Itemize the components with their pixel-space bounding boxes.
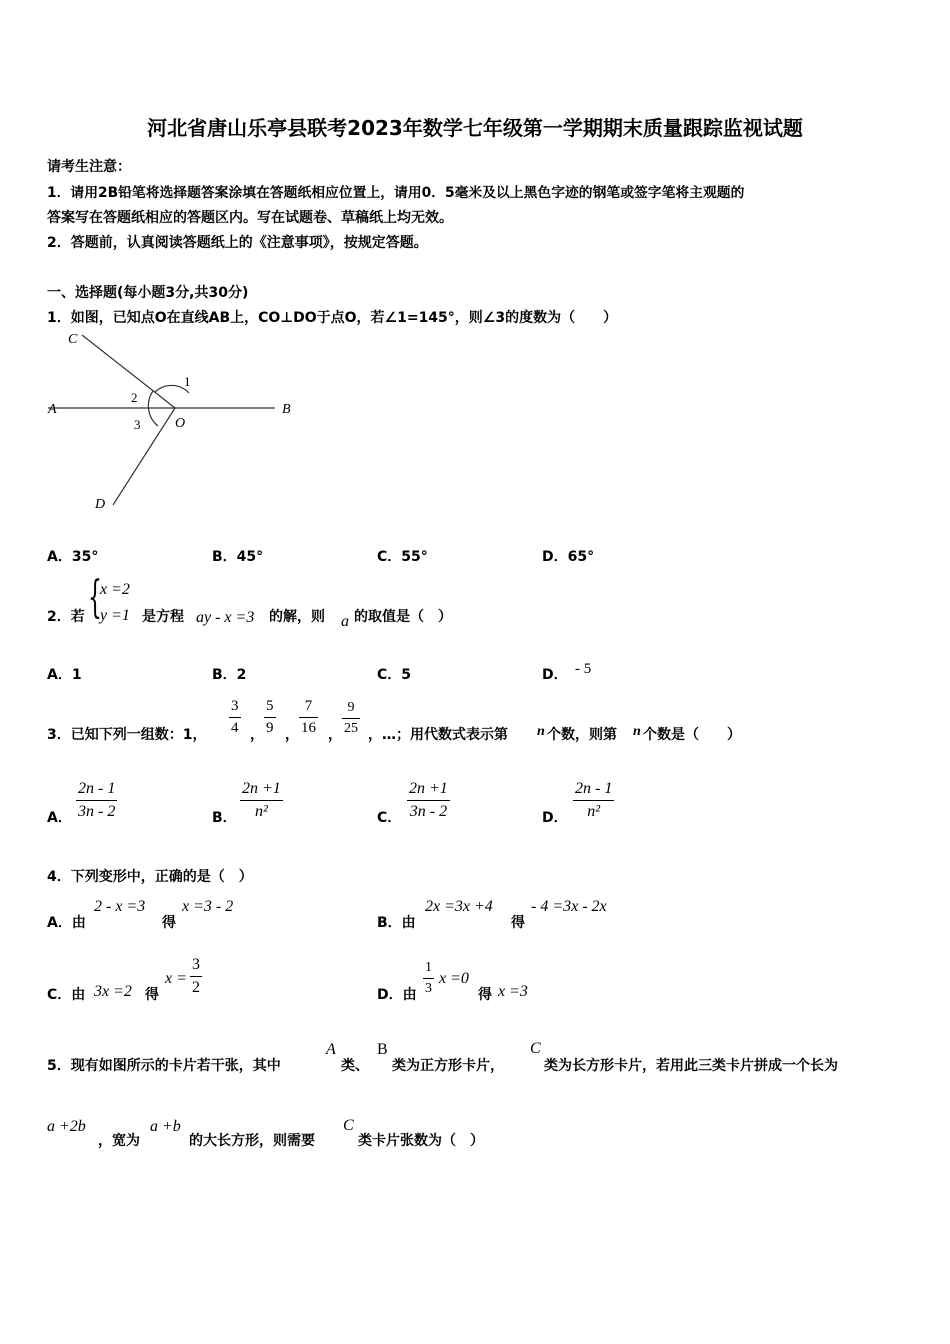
- notice-line-1a: 1．请用2B铅笔将选择题答案涂填在答题纸相应位置上，请用0．5毫米及以上黑色字迹的钢笔或签字笔将主观题的: [47, 185, 745, 201]
- question-5-width: a +b: [150, 1118, 181, 1135]
- notice-heading: 请考生注意：: [47, 159, 131, 175]
- question-2-mid-1: 是方程: [142, 609, 184, 625]
- question-4-option-c-to: x =: [165, 970, 187, 987]
- notice-line-1b: 答案写在答题纸相应的答题区内。写在试题卷、草稿纸上均无效。: [47, 210, 453, 226]
- question-2-option-c: C．5: [377, 667, 412, 683]
- system-brace: {: [88, 572, 102, 623]
- question-1-option-c: C．55°: [377, 549, 428, 565]
- label-d: D: [95, 497, 106, 512]
- sequence-fraction-3: 7 16: [301, 698, 316, 736]
- question-4-option-b-to: - 4 =3x - 2x: [531, 898, 607, 915]
- label-b: B: [282, 402, 291, 417]
- question-4-option-c-fraction: 3 2: [192, 956, 200, 996]
- ray-oc: [82, 335, 175, 408]
- question-4-option-a-label: A．由: [47, 915, 86, 931]
- question-4-option-a-from: 2 - x =3: [94, 898, 146, 915]
- question-2-option-d-value: - 5: [575, 661, 592, 677]
- label-angle-1: 1: [184, 374, 191, 389]
- question-1-option-d: D．65°: [542, 549, 595, 565]
- question-3-suffix: ，…；用代数式表示第: [368, 727, 508, 743]
- question-4-option-d-label: D．由: [377, 987, 417, 1003]
- page-title: 河北省唐山乐亭县联考2023年数学七年级第一学期期末质量跟踪监视试题: [147, 116, 803, 140]
- label-c: C: [68, 332, 78, 347]
- question-2-suffix: 的取值是（ ）: [354, 609, 452, 625]
- question-2-option-a: A．1: [47, 667, 82, 683]
- question-4-option-d-to: x =3: [498, 983, 528, 1000]
- section-heading: 一、选择题(每小题3分,共30分): [47, 285, 249, 301]
- notice-line-2: 2．答题前，认真阅读答题纸上的《注意事项》，按规定答题。: [47, 235, 428, 251]
- question-4-stem: 4．下列变形中，正确的是（ ）: [47, 869, 253, 885]
- question-3-option-a-label: A．: [47, 810, 72, 826]
- question-2-equation: ay - x =3: [196, 609, 255, 626]
- question-3-prefix: 3．已知下列一组数：1，: [47, 727, 207, 743]
- question-3-option-a: 2n - 1 3n - 2: [78, 780, 116, 820]
- question-3-option-d-label: D．: [542, 810, 568, 826]
- question-4-option-d-fraction: 1 3: [425, 960, 432, 996]
- question-3-option-c-label: C．: [377, 810, 402, 826]
- question-2-option-b: B．2: [212, 667, 247, 683]
- question-2-mid-2: 的解，则: [269, 609, 325, 625]
- label-o: O: [175, 416, 186, 431]
- question-1-option-a: A．35°: [47, 549, 99, 565]
- question-4-option-b-from: 2x =3x +4: [425, 898, 493, 915]
- question-3-option-d: 2n - 1 n²: [575, 780, 613, 820]
- sequence-fraction-2: 5 9: [266, 698, 274, 736]
- question-4-option-a-to: x =3 - 2: [182, 898, 234, 915]
- question-2-prefix: 2．若: [47, 609, 85, 625]
- question-1-figure: [40, 325, 310, 520]
- label-angle-2: 2: [131, 390, 138, 405]
- ray-od: [113, 408, 175, 505]
- question-4-option-c-from: 3x =2: [94, 983, 132, 1000]
- question-4-option-d-from: x =0: [439, 970, 469, 987]
- sequence-fraction-4: 9 25: [344, 700, 358, 736]
- system-eq-1: x =2: [100, 581, 130, 598]
- question-5-part-1: 5．现有如图所示的卡片若干张，其中: [47, 1058, 281, 1074]
- question-4-option-c-label: C．由: [47, 987, 86, 1003]
- question-1-stem: 1．如图，已知点O在直线AB上，CO⊥DO于点O，若∠1=145°，则∠3的度数为（ ）: [47, 310, 618, 326]
- question-4-option-b-label: B．由: [377, 915, 416, 931]
- question-3-option-b-label: B．: [212, 810, 237, 826]
- label-a: A: [48, 402, 57, 417]
- question-2-var: a: [341, 613, 349, 630]
- question-5-length: a +2b: [47, 1118, 86, 1135]
- question-1-option-b: B．45°: [212, 549, 264, 565]
- system-eq-2: y =1: [100, 607, 130, 624]
- question-2-option-d: D．: [542, 667, 568, 683]
- question-3-option-b: 2n +1 n²: [242, 780, 281, 820]
- label-angle-3: 3: [134, 417, 141, 432]
- question-3-option-c: 2n +1 3n - 2: [409, 780, 448, 820]
- sequence-fraction-1: 3 4: [231, 698, 239, 736]
